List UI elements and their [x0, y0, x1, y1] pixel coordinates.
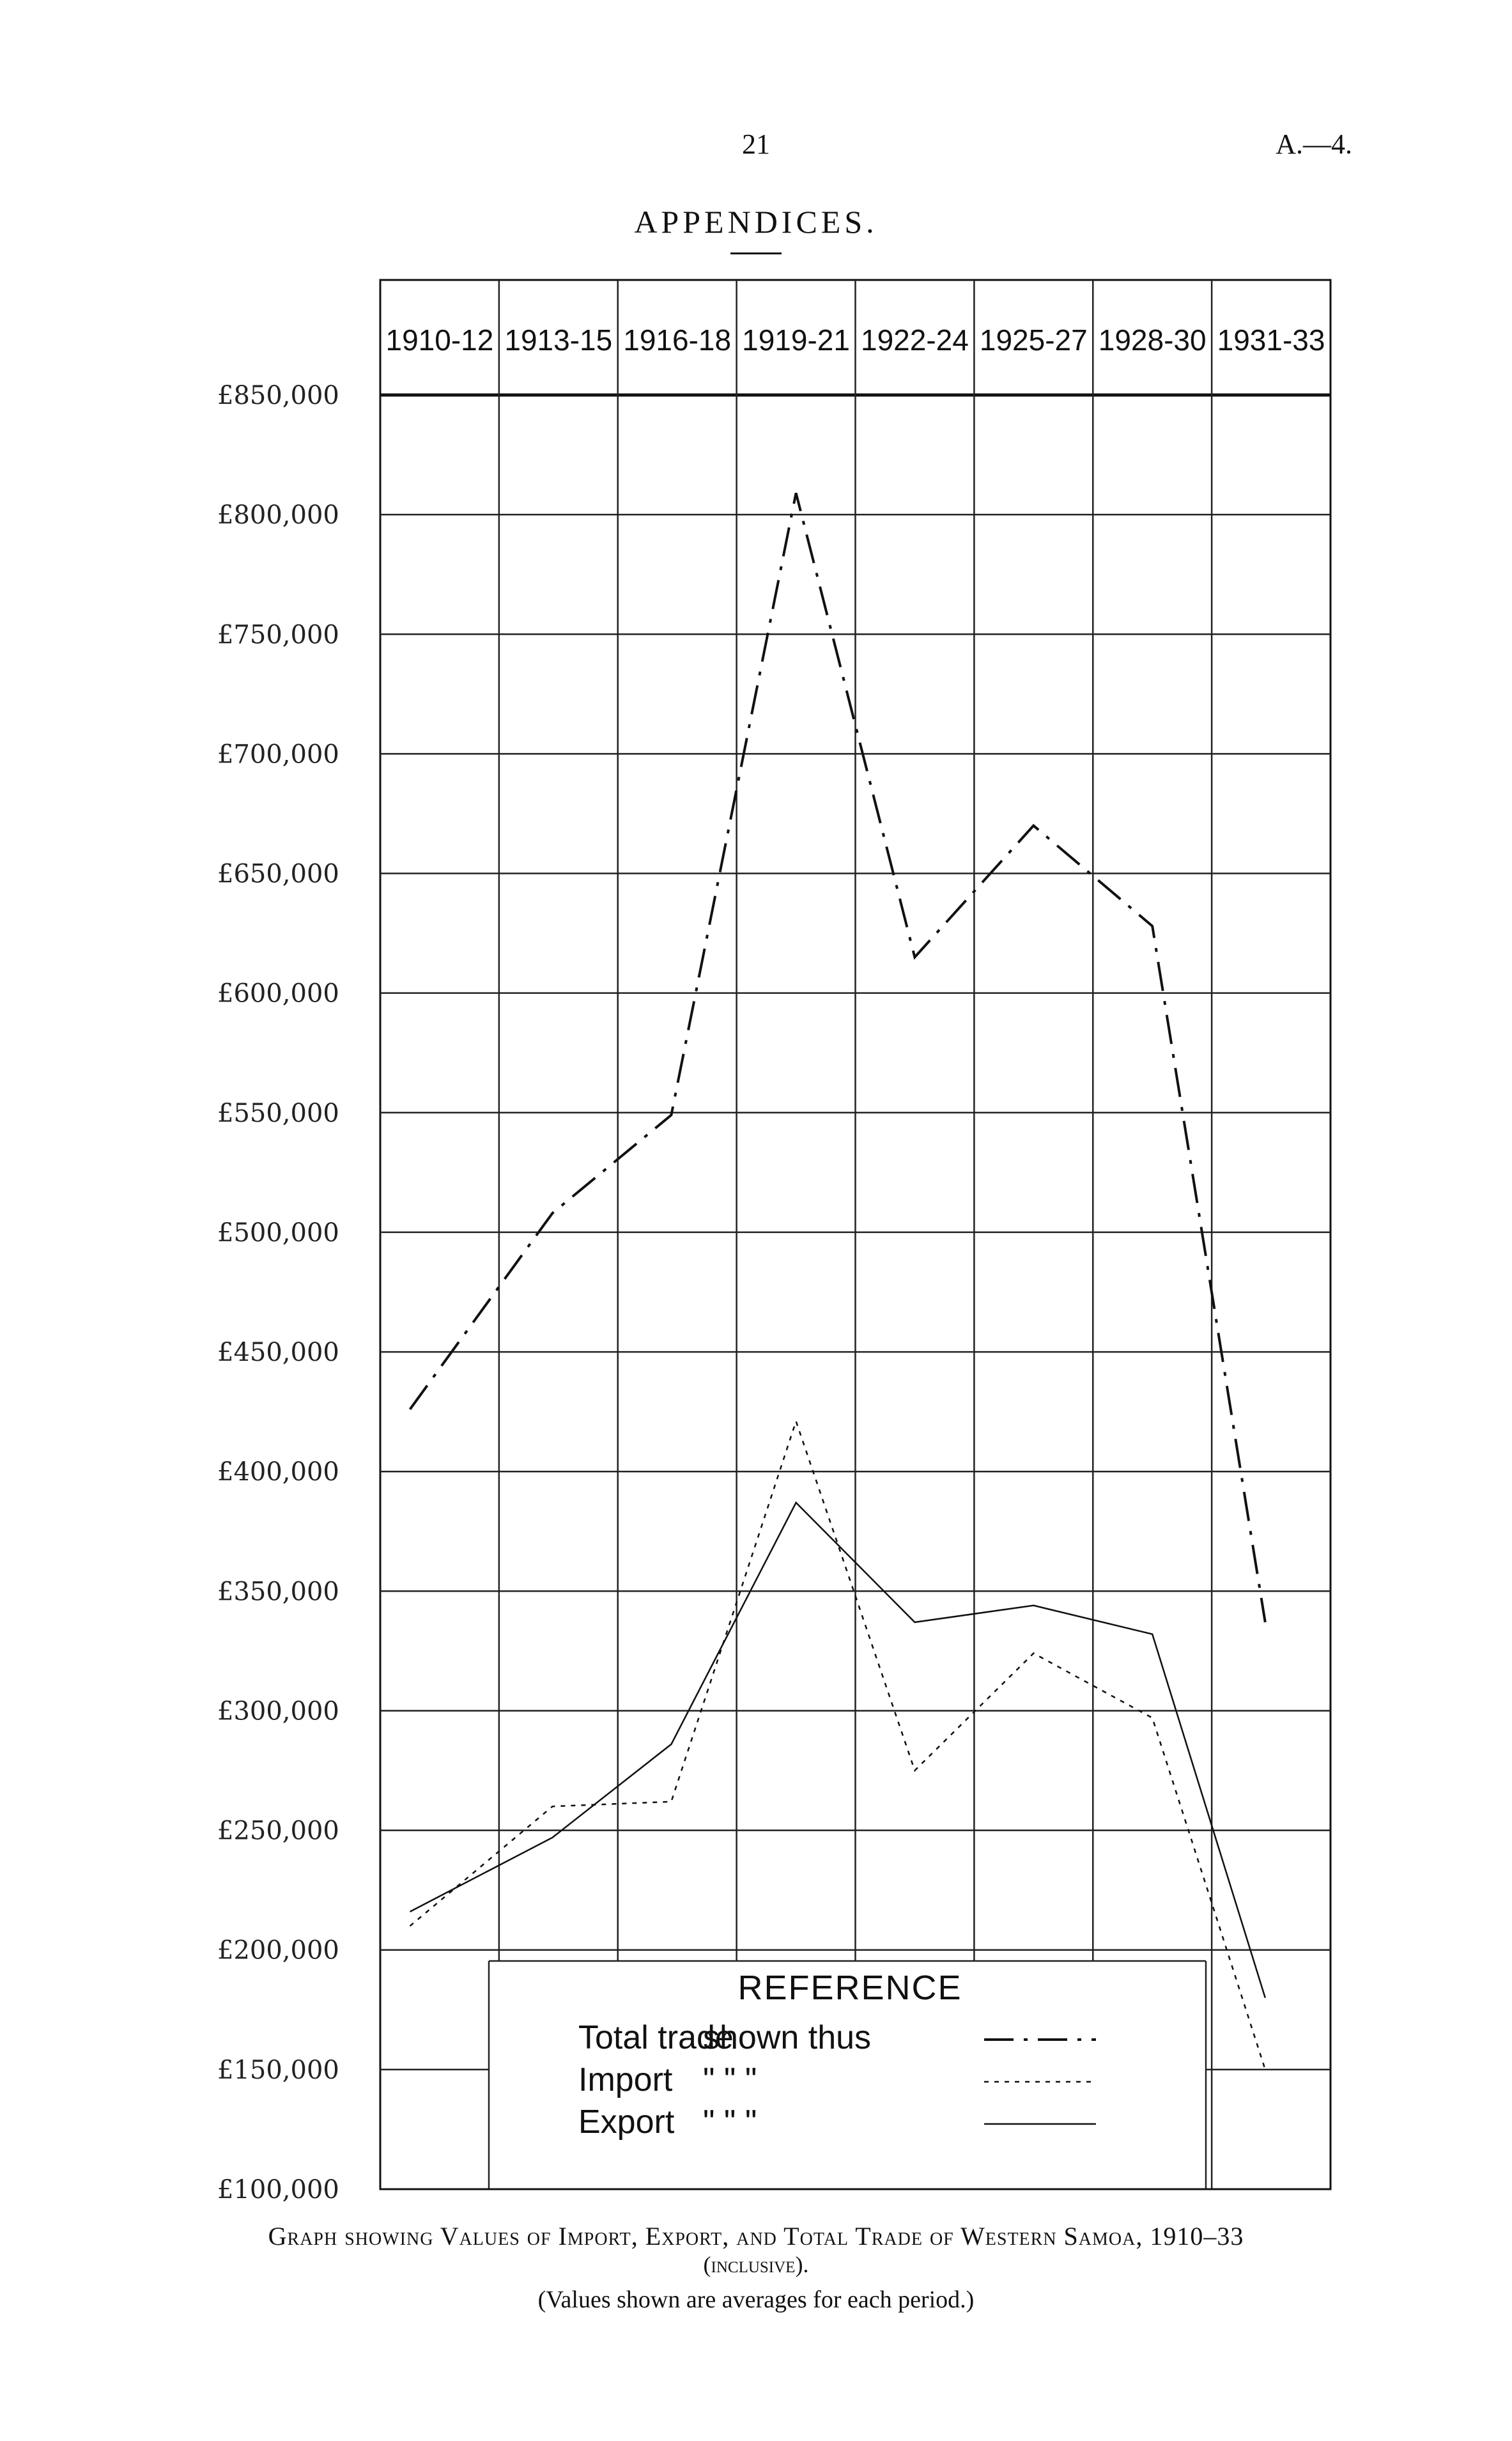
- y-tick-label: £400,000: [217, 1457, 339, 1487]
- x-tick-label: 1928-30: [1098, 323, 1207, 357]
- chart-caption-note: (Values shown are averages for each period.): [537, 2286, 975, 2313]
- y-tick-label: £500,000: [217, 1218, 339, 1248]
- document-reference-code: A.—4.: [1276, 128, 1352, 160]
- chart-legend: [380, 1961, 1331, 2189]
- x-tick-label: 1910-12: [385, 323, 494, 357]
- legend-label: Total trade: [578, 2019, 734, 2056]
- y-tick-label: £150,000: [217, 2055, 339, 2085]
- y-tick-label: £600,000: [217, 979, 339, 1009]
- y-tick-label: £650,000: [217, 859, 339, 889]
- page-number: 21: [742, 128, 770, 160]
- legend-label: Import: [578, 2061, 673, 2098]
- y-tick-label: £550,000: [217, 1098, 339, 1128]
- y-tick-label: £350,000: [217, 1577, 339, 1607]
- y-tick-label: £750,000: [217, 620, 339, 650]
- page-heading: APPENDICES.: [634, 204, 878, 240]
- legend-label-rest: " " ": [703, 2061, 757, 2098]
- legend-label-rest: shown thus: [703, 2019, 872, 2056]
- y-tick-label: £800,000: [217, 500, 339, 531]
- x-tick-label: 1913-15: [504, 323, 613, 357]
- y-tick-label: £450,000: [217, 1338, 339, 1368]
- y-tick-label: £250,000: [217, 1816, 339, 1846]
- chart-series: [410, 493, 1265, 2070]
- legend-label-rest: " " ": [703, 2104, 757, 2141]
- y-tick-label: £300,000: [217, 1696, 339, 1726]
- chart-caption: Graph showing Values of Import, Export, and Total Trade of Western Samoa, 1910–33: [268, 2222, 1244, 2251]
- chart-caption-inclusive: (inclusive).: [703, 2252, 809, 2277]
- x-tick-label: 1922-24: [861, 323, 969, 357]
- y-axis-tick-labels: [217, 381, 339, 2205]
- total-trade-line: [410, 493, 1265, 1622]
- y-tick-label: £850,000: [217, 381, 339, 410]
- y-tick-label: £700,000: [217, 740, 339, 770]
- x-tick-label: 1916-18: [623, 323, 732, 357]
- legend-label: Export: [578, 2104, 675, 2141]
- legend-title: REFERENCE: [737, 1969, 962, 2007]
- chart-grid: [380, 280, 1331, 2189]
- y-tick-label: £100,000: [217, 2175, 339, 2205]
- y-tick-label: £200,000: [217, 1935, 339, 1965]
- x-tick-label: 1931-33: [1217, 323, 1325, 357]
- x-tick-label: 1919-21: [742, 323, 850, 357]
- export-line: [410, 1503, 1265, 1998]
- x-tick-label: 1925-27: [979, 323, 1088, 357]
